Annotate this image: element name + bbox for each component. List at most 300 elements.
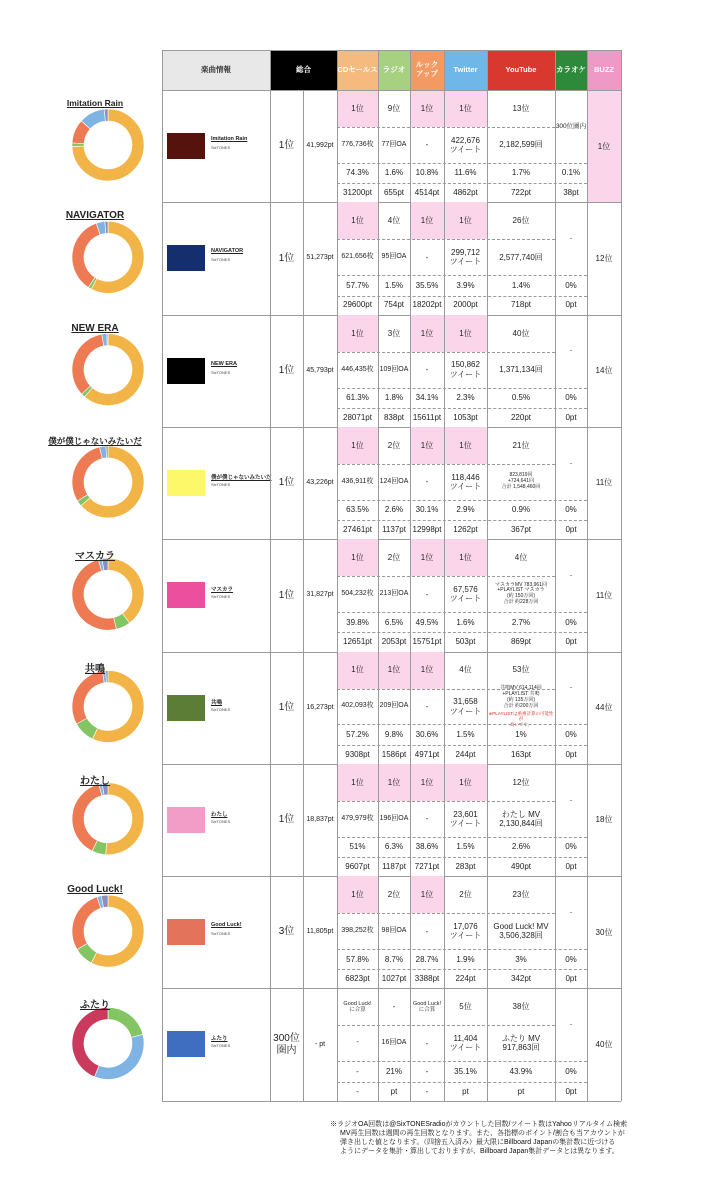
- metric-percent: 51%: [349, 842, 366, 852]
- metric-percent: 2.6%: [511, 842, 531, 852]
- metric-points: 9308pt: [345, 749, 370, 759]
- metric-points: 15751pt: [412, 637, 442, 647]
- metric-value: 823,819回 +724,641回 合計 1,548,460回: [501, 472, 541, 490]
- metric-points: 4971pt: [414, 749, 440, 759]
- metric-value: 621,656枚: [341, 253, 374, 261]
- metric-points: 2000pt: [453, 300, 478, 310]
- metric-rank: 1位: [410, 764, 444, 801]
- metric-rank: 1位: [410, 876, 444, 913]
- song-name: NAVIGATOR: [211, 248, 244, 255]
- grid-line: [337, 837, 587, 838]
- grid-line: [270, 50, 271, 1101]
- metric-percent: -: [356, 1066, 359, 1076]
- karaoke-points: 0pt: [565, 637, 577, 647]
- karaoke-rank: 300位圏内: [555, 122, 587, 130]
- metric-percent: 57.7%: [346, 280, 369, 290]
- metric-points: 4862pt: [453, 188, 478, 198]
- grid-line: [337, 50, 338, 1101]
- donut-slice: [106, 446, 108, 458]
- donut-slice: [108, 558, 144, 623]
- total-rank: 1位: [278, 589, 295, 601]
- total-rank: 300位圏内: [273, 1033, 300, 1056]
- metric-value: 150,862 ツイート: [449, 360, 482, 379]
- buzz-rank: 30位: [595, 927, 613, 937]
- grid-line: [337, 612, 587, 613]
- metric-rank: 1位: [444, 427, 487, 464]
- footnote-line: ※ラジオOA回数は@SixTONESradioがカウントした回数/ツイート数はYahooリアルタイム検索: [330, 1121, 628, 1128]
- metric-points: 6823pt: [345, 974, 370, 984]
- metric-value: -: [425, 814, 429, 824]
- karaoke-percent: 0%: [565, 729, 577, 739]
- metric-points: 283pt: [455, 861, 476, 871]
- metric-rank: 53位: [512, 665, 530, 675]
- metric-points: 31200pt: [343, 188, 372, 198]
- metric-value: -: [356, 1039, 359, 1047]
- header-lookup: ルック アップ: [410, 50, 444, 90]
- grid-line: [337, 857, 587, 858]
- grid-line: [337, 576, 555, 577]
- grid-line: [337, 1082, 587, 1083]
- metric-value: 1,371,134回: [499, 365, 543, 375]
- grid-line: [378, 50, 379, 1101]
- metric-value: -: [425, 477, 429, 487]
- karaoke-percent: 0%: [565, 280, 577, 290]
- metric-rank: 5位: [459, 1002, 472, 1012]
- metric-percent: 28.7%: [415, 954, 439, 964]
- grid-line: [587, 50, 588, 1101]
- total-points: 16,273pt: [306, 703, 334, 711]
- karaoke-percent: 0%: [565, 617, 577, 627]
- grid-line: [337, 913, 555, 914]
- metric-points: pt: [390, 1086, 398, 1096]
- metric-points: -: [356, 1086, 359, 1096]
- song-color-swatch: [167, 470, 205, 496]
- metric-percent: 30.6%: [415, 729, 439, 739]
- grid-line: [337, 1025, 555, 1026]
- karaoke-rank: -: [569, 571, 573, 579]
- song-color-swatch: [167, 695, 205, 721]
- karaoke-percent: 0%: [565, 1066, 577, 1076]
- metric-percent: 2.6%: [384, 505, 404, 515]
- total-rank: 1位: [278, 701, 295, 713]
- karaoke-percent: 0%: [565, 954, 577, 964]
- donut-slice: [72, 1007, 108, 1076]
- metric-percent: 63.5%: [346, 505, 369, 515]
- grid-line: [410, 50, 411, 1101]
- metric-rank: -: [392, 1002, 396, 1012]
- metric-value: 124回OA: [379, 477, 409, 485]
- metric-rank: 1位: [410, 202, 444, 239]
- metric-rank: 26位: [512, 216, 530, 226]
- donut-title: NAVIGATOR: [65, 210, 125, 222]
- metric-points: 722pt: [510, 188, 532, 198]
- youtube-warning: ※PLAYLISTは重複計算の可能性が 高いです。: [488, 711, 554, 727]
- metric-rank: 1位: [410, 315, 444, 352]
- song-color-swatch: [167, 807, 205, 833]
- metric-points: pt: [462, 1086, 469, 1096]
- metric-percent: 1.7%: [511, 168, 531, 178]
- total-rank: 1位: [278, 252, 295, 264]
- metric-percent: 0.9%: [511, 505, 531, 515]
- metric-points: 342pt: [510, 974, 532, 984]
- donut-slice: [107, 334, 108, 346]
- metric-value: 504,232枚: [341, 590, 374, 598]
- grid-line: [337, 969, 587, 970]
- song-name: NEW ERA: [211, 360, 237, 367]
- metric-percent: 61.3%: [346, 393, 369, 403]
- metric-rank: 1位: [410, 652, 444, 689]
- header-youtube: YouTube: [487, 50, 555, 90]
- donut-title: ふたり: [80, 1000, 110, 1012]
- metric-rank: 1位: [444, 764, 487, 801]
- donut-slice: [106, 783, 144, 855]
- karaoke-percent: 0%: [565, 505, 577, 515]
- metric-rank: 1位: [337, 202, 378, 239]
- metric-rank: 1位: [337, 427, 378, 464]
- metric-value: 479,979枚: [341, 814, 374, 822]
- metric-percent: 1.6%: [456, 617, 475, 627]
- metric-rank: 1位: [444, 202, 487, 239]
- metric-percent: 1.5%: [384, 280, 404, 290]
- grid-line: [487, 50, 488, 1101]
- grid-line: [337, 801, 555, 802]
- song-color-swatch: [167, 1031, 205, 1057]
- metric-percent: 2.9%: [456, 505, 475, 515]
- metric-points: 2053pt: [381, 637, 407, 647]
- metric-value: 16回OA: [381, 1039, 407, 1047]
- song-name: Good Luck!: [211, 922, 242, 929]
- footnote-line: 弾き出した値となります。（四捨五入済み）最大限にBillboard Japanの集計数に近づける: [340, 1139, 616, 1147]
- karaoke-points: 0pt: [565, 412, 577, 422]
- grid-line: [337, 464, 555, 465]
- metric-points: 1586pt: [381, 749, 407, 759]
- total-rank: 3位: [278, 926, 295, 938]
- footnote-line: ようにデータを集計・算出しておりますが、Billboard Japan集計データとは異なります。: [340, 1148, 619, 1156]
- artist-name: SixTONES: [211, 818, 231, 824]
- header-radio: ラジオ: [378, 50, 410, 90]
- metric-points: 12998pt: [412, 525, 442, 535]
- metric-value: -: [425, 140, 429, 150]
- metric-value: 776,736枚: [341, 140, 374, 148]
- karaoke-rank: -: [569, 235, 573, 243]
- karaoke-points: 0pt: [565, 861, 577, 871]
- metric-points: 163pt: [510, 749, 532, 759]
- metric-points: 869pt: [510, 637, 532, 647]
- metric-rank: 1位: [337, 876, 378, 913]
- song-name: ふたり: [211, 1036, 228, 1043]
- metric-percent: 1.8%: [384, 393, 404, 403]
- total-rank: 1位: [278, 814, 295, 826]
- song-color-swatch: [167, 133, 205, 159]
- grid-line: [303, 90, 304, 1101]
- metric-percent: 6.5%: [384, 617, 404, 627]
- karaoke-points: 0pt: [565, 300, 577, 310]
- grid-line: [337, 275, 587, 276]
- grid-line: [162, 1101, 621, 1102]
- metric-value: 67,576 ツイート: [449, 585, 482, 604]
- artist-name: SixTONES: [211, 931, 231, 937]
- song-name: わたし: [211, 811, 228, 818]
- buzz-rank: 12位: [595, 253, 613, 263]
- metric-value: 98回OA: [381, 927, 407, 935]
- metric-percent: 35.1%: [454, 1066, 477, 1076]
- grid-line: [337, 183, 587, 184]
- donut-title: マスカラ: [75, 551, 115, 563]
- metric-rank: 13位: [512, 103, 530, 113]
- metric-rank: 4位: [387, 216, 401, 226]
- metric-percent: 0.5%: [511, 393, 531, 403]
- donut-slice: [108, 1007, 143, 1037]
- metric-points: -: [425, 1086, 429, 1096]
- donut-slice: [72, 334, 104, 394]
- metric-points: 1187pt: [382, 861, 406, 871]
- metric-percent: 34.1%: [415, 393, 439, 403]
- metric-rank: 2位: [387, 440, 401, 450]
- metric-value: 398,252枚: [341, 927, 374, 935]
- metric-points: 718pt: [510, 300, 532, 310]
- metric-value: 118,446 ツイート: [449, 472, 482, 491]
- buzz-rank: 44位: [595, 703, 613, 713]
- metric-points: 15611pt: [412, 412, 442, 422]
- metric-rank: 1位: [337, 764, 378, 801]
- metric-points: 367pt: [510, 525, 532, 535]
- metric-rank: 1位: [410, 427, 444, 464]
- metric-value: -: [425, 589, 429, 599]
- metric-points: 1262pt: [453, 525, 478, 535]
- metric-percent: 1.4%: [511, 280, 531, 290]
- total-points: 41,992pt: [306, 142, 334, 150]
- metric-value: -: [425, 926, 429, 936]
- grid-line: [337, 689, 555, 690]
- grid-line: [337, 388, 587, 389]
- grid-line: [337, 632, 587, 633]
- grid-line: [162, 50, 163, 1101]
- metric-points: pt: [517, 1086, 525, 1096]
- metric-rank: 1位: [378, 652, 410, 689]
- karaoke-rank: -: [569, 684, 573, 692]
- total-rank: 1位: [278, 477, 295, 489]
- donut-slice: [72, 897, 101, 950]
- metric-points: 3388pt: [414, 974, 440, 984]
- metric-value: 213回OA: [379, 590, 409, 598]
- artist-name: SixTONES: [211, 257, 231, 263]
- karaoke-percent: 0.1%: [561, 168, 581, 178]
- metric-value: 196回OA: [379, 814, 409, 822]
- grid-line: [555, 50, 556, 1101]
- artist-name: SixTONES: [211, 1043, 231, 1049]
- footnote-line: MV再生回数は週間の再生回数となります。また、各指標のポイント/割合も当アカウントが: [340, 1130, 625, 1138]
- header-twitter: Twitter: [444, 50, 487, 90]
- metric-percent: 1.5%: [456, 842, 475, 852]
- metric-rank: 9位: [387, 103, 401, 113]
- karaoke-rank: -: [569, 796, 573, 804]
- metric-rank: Good Luck! に合算: [412, 1000, 442, 1013]
- metric-rank: Good Luck! に合算: [343, 1000, 372, 1013]
- metric-value: -: [425, 1038, 429, 1048]
- header-karaoke: カラオケ: [555, 50, 587, 90]
- metric-percent: 2.3%: [456, 393, 475, 403]
- song-name: 共鳴: [211, 699, 223, 706]
- metric-rank: 12位: [512, 777, 530, 787]
- donut-title: Good Luck!: [67, 884, 123, 896]
- donut-title: わたし: [80, 775, 110, 787]
- metric-value: 299,712 ツイート: [449, 248, 482, 267]
- metric-rank: 1位: [410, 539, 444, 576]
- metric-percent: 11.6%: [454, 168, 477, 178]
- metric-points: 1053pt: [453, 412, 478, 422]
- metric-value: わたし MV 2,130,844回: [499, 809, 543, 828]
- footnote: [330, 1120, 700, 1156]
- buzz-rank: 18位: [595, 815, 613, 825]
- metric-value: マスカラMV 783,961回 +PLAYLIST マスカラ (約 150万回) 合計 約228万回: [495, 581, 547, 605]
- metric-rank: 2位: [387, 553, 401, 563]
- metric-rank: 40位: [512, 328, 530, 338]
- metric-value: 23,601 ツイート: [449, 809, 482, 828]
- metric-percent: 43.9%: [509, 1066, 533, 1076]
- buzz-rank: 11位: [595, 478, 613, 488]
- metric-percent: 57.8%: [346, 954, 369, 964]
- song-color-swatch: [167, 358, 205, 384]
- grid-line: [337, 127, 555, 128]
- metric-points: 27461pt: [343, 525, 372, 535]
- metric-points: 1027pt: [381, 974, 407, 984]
- donut-slice: [72, 671, 104, 724]
- song-color-swatch: [167, 919, 205, 945]
- metric-percent: 2.7%: [511, 617, 531, 627]
- karaoke-points: 0pt: [565, 1086, 577, 1096]
- metric-points: 7271pt: [414, 861, 440, 871]
- metric-rank: 4位: [459, 665, 472, 675]
- metric-points: 18202pt: [412, 300, 442, 310]
- metric-rank: 1位: [444, 539, 487, 576]
- metric-percent: 21%: [385, 1066, 402, 1076]
- donut-slice: [72, 447, 102, 501]
- artist-name: SixTONES: [211, 481, 231, 487]
- metric-rank: 2位: [459, 890, 472, 900]
- donut-title: 僕が僕じゃないみたいだ: [48, 435, 142, 446]
- metric-points: 244pt: [455, 749, 476, 759]
- karaoke-points: 0pt: [565, 974, 577, 984]
- metric-points: 28071pt: [343, 412, 372, 422]
- metric-value: 11,404 ツイート: [449, 1034, 482, 1053]
- metric-percent: 49.5%: [415, 617, 439, 627]
- grid-line: [337, 163, 587, 164]
- metric-percent: 9.8%: [384, 729, 404, 739]
- grid-line: [337, 239, 555, 240]
- metric-points: 838pt: [383, 412, 405, 422]
- metric-value: Good Luck! MV 3,506,328回: [493, 921, 549, 941]
- grid-line: [337, 296, 587, 297]
- metric-percent: 30.1%: [415, 505, 439, 515]
- karaoke-rank: -: [569, 459, 573, 467]
- metric-value: -: [425, 701, 429, 711]
- metric-percent: 3%: [515, 954, 527, 964]
- donut-slice: [95, 1034, 144, 1079]
- metric-percent: 39.8%: [346, 617, 369, 627]
- metric-value: 109回OA: [379, 365, 409, 373]
- metric-percent: 57.2%: [346, 729, 369, 739]
- header-total: 総合: [270, 50, 337, 90]
- total-points: 11,805pt: [306, 928, 334, 936]
- metric-percent: 6.3%: [384, 842, 404, 852]
- karaoke-rank: -: [569, 347, 573, 355]
- total-rank: 1位: [278, 364, 295, 376]
- grid-line: [621, 50, 622, 1101]
- grid-line: [337, 500, 587, 501]
- metric-value: -: [425, 252, 429, 262]
- metric-points: 1137pt: [382, 525, 406, 535]
- metric-percent: 1.6%: [384, 168, 404, 178]
- metric-rank: 23位: [512, 890, 530, 900]
- song-name: マスカラ: [211, 587, 234, 594]
- metric-value: 95回OA: [381, 253, 407, 261]
- metric-value: 2,182,599回: [499, 140, 543, 150]
- metric-percent: 3.9%: [456, 280, 475, 290]
- metric-points: 503pt: [455, 637, 476, 647]
- metric-value: 209回OA: [379, 702, 409, 710]
- karaoke-rank: -: [569, 1021, 573, 1029]
- metric-points: 29600pt: [343, 300, 372, 310]
- metric-rank: 1位: [410, 90, 444, 127]
- grid-line: [444, 50, 445, 1101]
- artist-name: SixTONES: [211, 594, 231, 600]
- song-color-swatch: [167, 582, 205, 608]
- metric-value: 共鳴MV 614,114回 +PLAYLIST 共鳴 (約 135万回) 合計 約200万回 ※PLAYLISTは重複計算の可能性が 高いです。: [488, 685, 554, 727]
- grid-line: [337, 408, 587, 409]
- metric-percent: 8.7%: [384, 954, 404, 964]
- buzz-rank: 11位: [595, 590, 613, 600]
- grid-line: [337, 724, 587, 725]
- metric-value: -: [425, 365, 429, 375]
- song-name: Imitation Rain: [211, 136, 248, 142]
- buzz-rank: 1位: [587, 90, 621, 202]
- metric-rank: 4位: [514, 553, 528, 563]
- metric-value: 77回OA: [381, 140, 407, 148]
- grid-line: [337, 745, 587, 746]
- metric-rank: 38位: [512, 1002, 530, 1012]
- metric-points: 12651pt: [343, 637, 372, 647]
- karaoke-percent: 0%: [565, 393, 577, 403]
- karaoke-points: 0pt: [565, 525, 577, 535]
- total-points: 43,226pt: [306, 479, 334, 487]
- metric-percent: -: [425, 1066, 429, 1076]
- metric-percent: 74.3%: [346, 168, 369, 178]
- metric-rank: 3位: [387, 328, 401, 338]
- metric-value: 446,435枚: [341, 365, 374, 373]
- metric-value: 31,658 ツイート: [449, 697, 482, 716]
- metric-value: 436,911枚: [341, 477, 374, 485]
- metric-percent: 1.9%: [456, 954, 475, 964]
- metric-points: 4514pt: [414, 188, 440, 198]
- grid-line: [162, 90, 621, 91]
- header-info: 楽曲情報: [162, 50, 270, 90]
- metric-rank: 1位: [444, 90, 487, 127]
- metric-value: 17,076 ツイート: [449, 921, 482, 941]
- metric-points: 754pt: [383, 300, 405, 310]
- metric-points: 655pt: [383, 188, 405, 198]
- metric-rank: 1位: [337, 90, 378, 127]
- metric-value: 2,577,740回: [499, 252, 543, 262]
- metric-percent: 38.6%: [415, 842, 439, 852]
- metric-rank: 21位: [512, 440, 530, 450]
- metric-points: 220pt: [510, 412, 532, 422]
- header-cd-sales: CDセールス: [337, 50, 378, 90]
- buzz-rank: 40位: [595, 1039, 613, 1049]
- total-points: - pt: [314, 1040, 326, 1048]
- metric-value: 402,093枚: [341, 702, 374, 710]
- metric-rank: 1位: [337, 315, 378, 352]
- donut-title: 共鳴: [85, 663, 105, 675]
